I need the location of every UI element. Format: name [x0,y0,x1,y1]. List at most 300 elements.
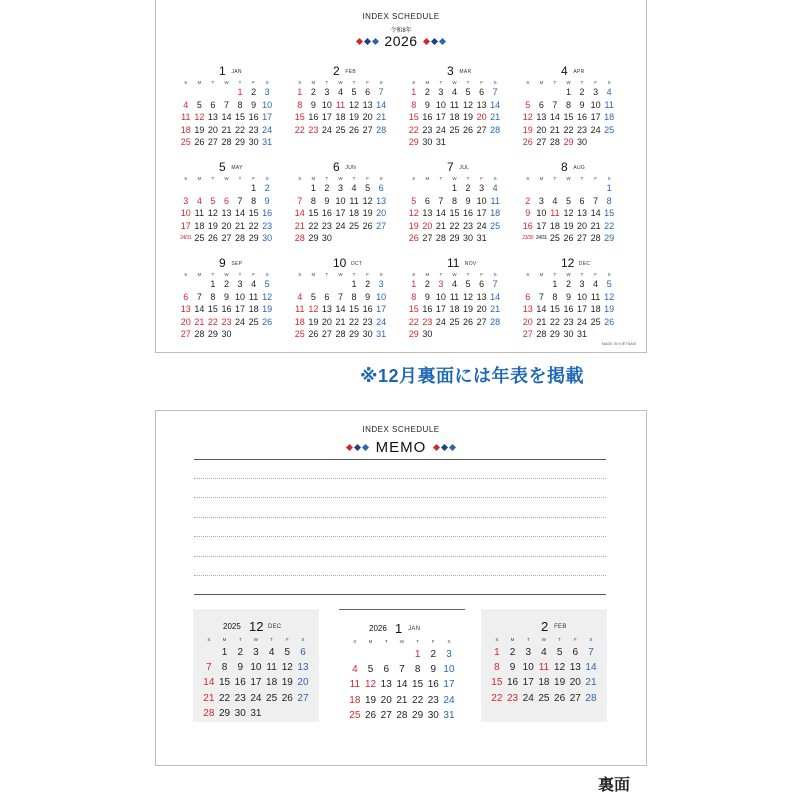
week-row [347,693,457,708]
day-cell: 8 [414,664,421,676]
day-cell: 24 [577,316,588,327]
week-row [179,99,274,112]
day-cell: 2 [237,647,243,658]
diamond-icon [354,444,361,451]
day-cell: 25 [538,692,550,704]
day-cell [193,278,207,291]
day-cell: 23 [308,124,319,135]
month-days [201,645,311,721]
day-cell: 3 [237,279,243,289]
memo-line [194,556,606,557]
day-cell: 22 [218,692,231,704]
month-number: 2 [333,64,340,78]
weekday-label: T [325,176,329,181]
month-number: 5 [219,160,226,174]
day-cell [295,706,311,721]
day-cell: 30 [422,137,433,147]
weekday-label: W [452,272,457,277]
day-cell [233,182,247,195]
weekday-header [407,272,502,277]
month-title [521,256,616,270]
month-number: 8 [561,160,568,174]
day-cell [193,182,207,195]
day-cell: 4 [183,99,189,110]
day-cell: 22 [563,124,574,135]
day-cell [179,182,193,195]
day-cell: 30 [422,329,433,339]
month-abbr: NOV [464,261,477,267]
day-cell: 14 [585,662,597,674]
day-cell: 10 [262,99,273,110]
month-number: 11 [447,256,460,270]
day-cell: 2 [324,183,330,193]
month-number: 12 [561,256,575,270]
diamond-icon [356,37,363,44]
day-cell: 3 [593,87,599,97]
weekday-header [521,272,616,277]
week-row [293,111,388,124]
day-cell: 14 [376,99,387,110]
weekday-label: F [366,176,369,181]
day-cell: 7 [538,291,544,302]
day-cell: 16 [506,677,519,689]
day-cell: 11 [604,99,614,110]
memo-line [194,536,606,537]
day-cell: 21 [221,124,232,135]
day-cell: 14 [590,208,601,218]
day-cell: 10 [235,291,246,302]
day-cell: 10 [443,664,455,676]
day-cell: 5 [310,291,316,302]
day-cell: 15 [349,304,360,314]
weekday-label: S [265,80,269,85]
day-cell: 23 [362,316,373,327]
day-cell: 25 [449,316,460,327]
day-cell: 23 [463,220,474,231]
day-cell: 18 [248,304,259,314]
day-cell: 26 [463,124,474,135]
weekday-label: M [539,80,544,85]
day-cell: 2 [465,183,471,193]
week-row [293,124,388,137]
day-cell: 8 [494,662,500,674]
day-cell: 2 [525,195,531,206]
day-cell: 18 [449,112,460,122]
day-cell: 12 [364,679,377,691]
week-row [179,278,274,291]
weekday-header [293,80,388,85]
day-cell [535,86,549,99]
month-title [407,160,502,174]
day-cell [521,86,535,99]
day-cell: 24 [590,124,601,135]
day-cell: 7 [337,291,343,302]
day-cell: 24 [250,692,262,704]
day-cell: 17 [435,112,446,122]
day-cell: 5 [606,279,612,289]
day-cell: 5 [465,279,471,289]
day-cell [589,328,603,341]
weekday-label: S [265,176,269,181]
weekday-label: F [252,272,255,277]
weekday-label: T [211,176,215,181]
weekday-label: S [379,80,383,85]
day-cell: 27 [321,329,332,339]
day-cell: 22 [308,220,319,231]
day-cell: 11 [295,304,305,314]
weekday-label: W [452,80,457,85]
day-cell: 17 [321,112,332,122]
day-cell: 1 [565,87,571,97]
day-cell [179,278,193,291]
weekday-label: T [238,80,242,85]
day-cell: 23 [262,220,273,231]
day-cell: 12 [463,99,474,110]
month-title [293,256,388,270]
day-cell [193,86,207,99]
day-cell: 3 [253,647,259,658]
day-cell: 29 [308,233,319,243]
center-month-top-line [339,609,465,610]
day-cell: 31 [435,137,446,147]
day-cell: 5 [210,195,216,206]
day-cell: 12 [554,662,566,674]
day-cell: 4 [552,195,558,206]
week-row [407,303,502,316]
day-cell: 12 [604,291,615,302]
day-cell: 28 [221,137,232,147]
day-cell: 11 [449,99,460,110]
weekday-label: T [580,80,584,85]
day-cell: 16 [308,112,319,122]
week-row [179,220,274,233]
weekday-label: W [566,272,571,277]
day-cell: 21 [590,220,601,231]
day-cell: 26 [408,233,419,243]
day-cell: 1 [237,87,243,97]
day-cell: 3 [324,87,330,97]
day-cell: 11 [335,99,346,110]
day-cell: 17 [590,112,601,122]
weekday-header [201,637,311,642]
made-in-label: MADE IN VIETNAM [601,342,636,346]
week-row [521,207,616,220]
weekday-label: T [553,80,557,85]
week-row [347,677,457,692]
day-cell: 2 [565,279,571,289]
weekday-header [179,272,274,277]
month-days [407,182,502,245]
day-cell: 19 [364,694,377,706]
day-cell: 6 [223,195,229,206]
day-cell: 27 [380,709,392,721]
day-cell: 17 [435,304,446,314]
day-cell: 13 [207,112,218,122]
month-days [407,86,502,149]
month-title [201,619,311,633]
day-cell: 4 [351,183,357,193]
day-cell: 3 [378,279,384,289]
day-cell: 17 [376,304,387,314]
day-cell: 28 [590,233,601,243]
day-cell [461,136,475,149]
day-cell: 13 [297,662,309,674]
day-cell: 5 [284,647,291,658]
day-cell: 9 [525,208,531,218]
day-cell: 10 [577,291,588,302]
day-cell: 24 [435,124,446,135]
day-cell [475,328,489,341]
day-cell: 23 [234,692,246,704]
day-cell: 1 [351,279,357,289]
day-cell: 16 [234,677,246,689]
month-days [179,86,274,149]
day-cell: 17 [235,304,246,314]
month-title [347,621,457,635]
day-cell: 15 [491,677,503,689]
day-cell: 1 [606,183,612,193]
day-cell: 10 [476,195,487,206]
day-cell: 29 [207,329,218,339]
day-cell: 19 [281,677,293,689]
weekday-label: T [439,176,443,181]
day-cell [535,278,549,291]
day-cell: 25 [266,692,278,704]
day-cell [247,328,261,341]
week-row [179,136,274,149]
day-cell: 20 [569,677,581,689]
weekday-label: W [541,637,547,642]
day-cell [548,86,562,99]
diamond-icon [431,37,438,44]
week-row [293,232,388,245]
day-cell: 14 [235,208,246,218]
day-cell: 22 [248,220,259,231]
day-cell: 6 [479,279,485,289]
day-cell [575,182,589,195]
day-cell: 9 [579,99,585,110]
day-cell: 30 [463,233,474,243]
day-cell: 30 [262,233,273,243]
day-cell [293,182,307,195]
day-cell: 24/31 [180,235,192,241]
mini-month-box [339,611,465,724]
day-cell: 30 [563,329,574,339]
day-cell: 6 [300,647,306,658]
day-cell: 1 [297,87,303,97]
weekday-label: T [466,272,470,277]
day-cell: 17 [577,304,588,314]
week-row [293,207,388,220]
day-cell: 28 [536,329,547,339]
weekday-label: T [352,272,356,277]
month-days [521,182,616,245]
day-cell: 14 [435,208,446,218]
month-number: 6 [333,160,340,174]
day-cell: 12 [362,195,373,206]
day-cell: 5 [411,195,417,206]
day-cell: 26 [522,137,533,147]
day-cell: 26 [194,137,205,147]
day-cell: 22 [549,316,560,327]
month-days [347,647,457,723]
day-cell: 19 [522,124,533,135]
day-cell: 27 [221,233,232,243]
day-cell: 25 [335,124,346,135]
day-cell [363,647,379,662]
month-abbr: MAR [459,69,472,75]
day-cell: 28 [335,329,346,339]
month-number: 1 [395,621,403,636]
weekday-label: S [607,176,611,181]
week-row [179,232,274,245]
month-title [293,160,388,174]
day-cell: 19 [207,220,218,231]
weekday-label: T [352,176,356,181]
day-cell: 10 [536,208,547,218]
weekday-label: T [558,637,561,642]
week-row [407,86,502,99]
day-cell: 15 [207,304,218,314]
day-cell: 25 [349,709,361,721]
day-cell: 20 [362,112,373,122]
month-abbr: OCT [350,261,363,267]
day-cell: 1 [251,183,257,193]
weekday-label: F [480,80,483,85]
day-cell [548,182,562,195]
day-cell: 28 [203,707,215,719]
week-row [407,182,502,195]
day-cell: 4 [593,279,599,289]
month-abbr: DEC [578,261,591,267]
month-number: 12 [249,619,264,634]
weekday-label: T [384,639,388,644]
diamond-icon [346,444,353,451]
day-cell: 20 [476,304,487,314]
weekday-label: S [493,272,497,277]
month-days [293,182,388,245]
day-cell [361,232,375,245]
day-cell: 3 [525,647,531,658]
month-days [179,278,274,341]
day-cell: 19 [408,220,419,231]
day-cell: 9 [430,664,437,676]
day-cell [448,328,462,341]
day-cell: 24 [321,124,332,135]
back-side-label: 裏面 [598,777,631,794]
month-abbr: DEC [267,624,282,630]
day-cell: 5 [196,99,202,110]
week-row [347,662,457,677]
day-cell: 12 [522,112,533,122]
day-cell: 14 [536,304,547,314]
day-cell: 29 [248,233,259,243]
day-cell: 20 [221,220,232,231]
day-cell: 25 [194,233,205,243]
day-cell: 25 [590,316,601,327]
day-cell: 7 [492,87,498,97]
week-row [521,99,616,112]
day-cell: 2 [579,87,585,97]
month-abbr: AUG [573,165,586,171]
day-cell: 15 [412,679,424,691]
day-cell: 13 [380,679,392,691]
day-cell: 27 [536,137,547,147]
diamond-icon [449,444,456,451]
day-cell: 8 [221,662,228,674]
day-cell: 13 [221,208,232,218]
month-number: 4 [561,64,568,78]
weekday-label: T [211,80,215,85]
day-cell: 3 [479,183,485,193]
day-cell: 19 [194,124,205,135]
day-cell: 29 [563,137,574,147]
weekday-label: W [338,272,343,277]
day-cell: 18 [449,304,460,314]
month-days [293,278,388,341]
day-cell: 13 [522,304,533,314]
day-cell: 2 [264,183,270,193]
day-cell [220,86,234,99]
weekday-label: S [265,272,269,277]
day-cell: 31 [262,137,273,147]
day-cell: 12 [262,291,273,302]
day-cell: 13 [577,208,588,218]
day-cell: 3 [438,279,444,289]
day-cell: 3 [183,195,189,206]
week-row [521,111,616,124]
day-cell [602,136,616,149]
day-cell: 21 [435,220,446,231]
day-cell [434,328,448,341]
day-cell: 19 [349,112,360,122]
weekday-label: S [607,272,611,277]
day-cell: 15 [294,112,305,122]
day-cell: 28 [490,316,501,327]
day-cell: 30 [221,329,232,339]
mini-month-box [481,609,607,722]
weekday-label: S [184,272,188,277]
day-cell: 9 [465,195,471,206]
day-cell: 11 [266,662,277,674]
day-cell: 21 [294,220,305,231]
day-cell: 1 [552,279,558,289]
weekday-label: W [224,176,229,181]
day-cell: 6 [572,647,579,658]
day-cell: 20 [180,316,191,327]
weekday-label: W [224,272,229,277]
day-cell: 10 [522,662,534,674]
memo-line [194,517,606,518]
day-cell: 18 [194,220,205,231]
day-cell: 5 [525,99,531,110]
day-cell: 17 [262,112,273,122]
day-cell: 29 [449,233,460,243]
week-row [201,675,311,690]
day-cell: 12 [408,208,419,218]
week-row [521,124,616,137]
day-cell [260,328,274,341]
day-cell [206,182,220,195]
month-title [179,64,274,78]
day-cell: 13 [569,662,581,674]
weekday-header [293,272,388,277]
weekday-header [179,176,274,181]
weekday-label: T [580,272,584,277]
day-cell: 2 [424,279,430,289]
week-row [407,232,502,245]
weekday-label: S [184,176,188,181]
